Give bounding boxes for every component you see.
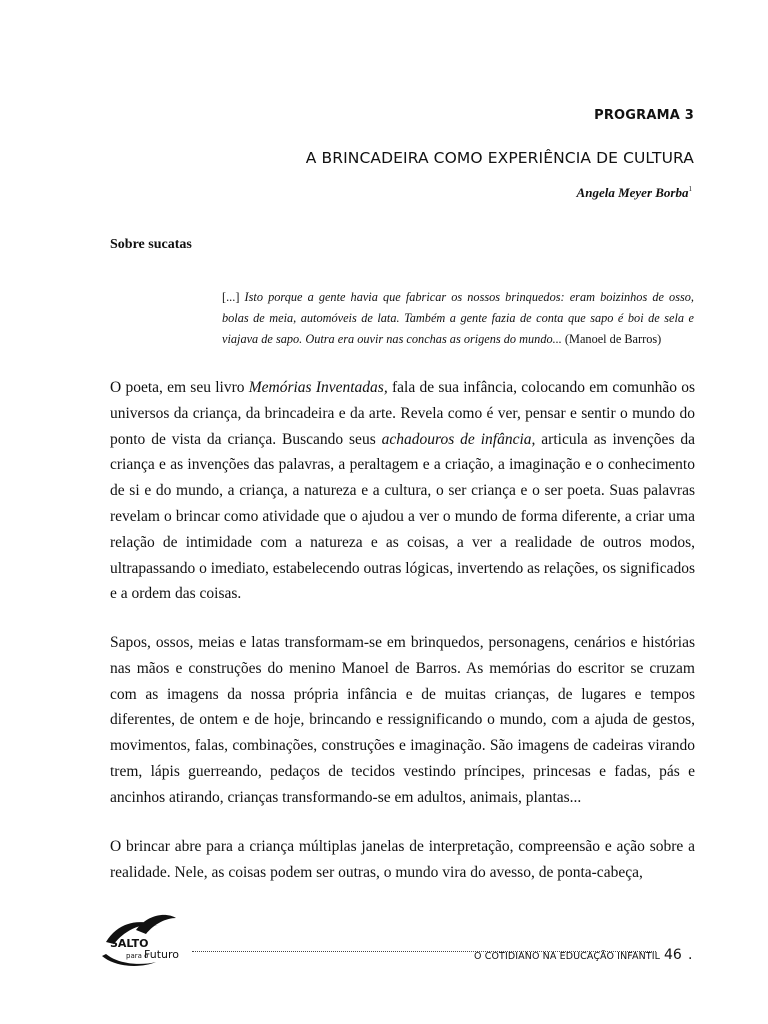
book-title: Memórias Inventadas, <box>248 379 388 396</box>
p1-text-e: articula as invenções da criança e as invenções das palavras, a peraltagem e a criação, a imaginação e o conhecimento de si e do mundo, a criança, a natureza e a cultura, o ser criança e o ser poeta. Suas palavras revelam o brincar como atividade que o ajudou a ver o mundo de forma diferente, a criar uma relação de intimidade com a natureza e as coisas, a ver a realidade de outros modos, ultrapassando o imediato, estabelecendo outras lógicas, invertendo as relações, os significados e a ordem das coisas. <box>110 430 696 603</box>
page-number: 46 <box>664 947 682 963</box>
p1-text-c: fala de sua infância, colocando em comunhão os universos da criança, da brincadeira e da arte. Revela como é ver, pensar e sentir o mundo do ponto de vista da criança. Buscando seus <box>110 379 695 448</box>
logo-main-text: SALTO <box>110 937 149 950</box>
quote-source: (Manoel de Barros) <box>561 332 662 346</box>
document-title: A BRINCADEIRA COMO EXPERIÊNCIA DE CULTURA <box>305 149 694 167</box>
paragraph-1 <box>110 375 695 607</box>
quote-ellipsis: [...] <box>222 290 245 304</box>
author-name <box>577 185 692 201</box>
salto-para-o-futuro-logo <box>96 912 206 970</box>
program-label: PROGRAMA 3 <box>594 108 694 123</box>
logo-para-text: para o <box>126 952 149 960</box>
author-footnote-marker: 1 <box>688 185 692 193</box>
quote-text: Isto porque a gente havia que fabricar os nossos brinquedos: eram boizinhos de osso, bolas de meia, automóveis de lata. Também a gente fazia de conta que sapo é boi de sela e viajava de sapo. Outra era ouvir nas conchas as origens do mundo... <box>222 290 694 346</box>
epigraph-quote <box>222 287 694 350</box>
author-text: Angela Meyer Borba <box>576 185 689 200</box>
page-trailing-dot: . <box>688 947 693 963</box>
paragraph-2: Sapos, ossos, meias e latas transformam-se em brinquedos, personagens, cenários e histórias nas mãos e construções do menino Manoel de Barros. As memórias do escritor se cruzam com as imagens da nossa própria infância e de muitas crianças, de lugares e tempos diferentes, de ontem e de hoje, brincando e ressignificando o mundo, com a ajuda de gestos, movimentos, falas, combinações, construções e imaginação. São imagens de cadeiras virando trem, lápis guerreando, pedaços de tecidos vestindo príncipes, princesas e fadas, pás e ancinhos atirando, crianças transformando-se em adultos, animais, plantas... <box>110 634 695 806</box>
achadouros-phrase: achadouros de infância, <box>381 430 536 448</box>
footer-series-title: O COTIDIANO NA EDUCAÇÃO INFANTIL <box>474 951 660 962</box>
section-heading: Sobre sucatas <box>110 237 192 252</box>
p1-text-a: O poeta, em seu livro <box>110 379 249 396</box>
logo-future-text: Futuro <box>144 948 179 961</box>
paragraph-3: O brincar abre para a criança múltiplas janelas de interpretação, compreensão e ação sobre a realidade. Nele, as coisas podem ser outras, o mundo vira do avesso, de ponta-cabeça, <box>110 838 695 881</box>
